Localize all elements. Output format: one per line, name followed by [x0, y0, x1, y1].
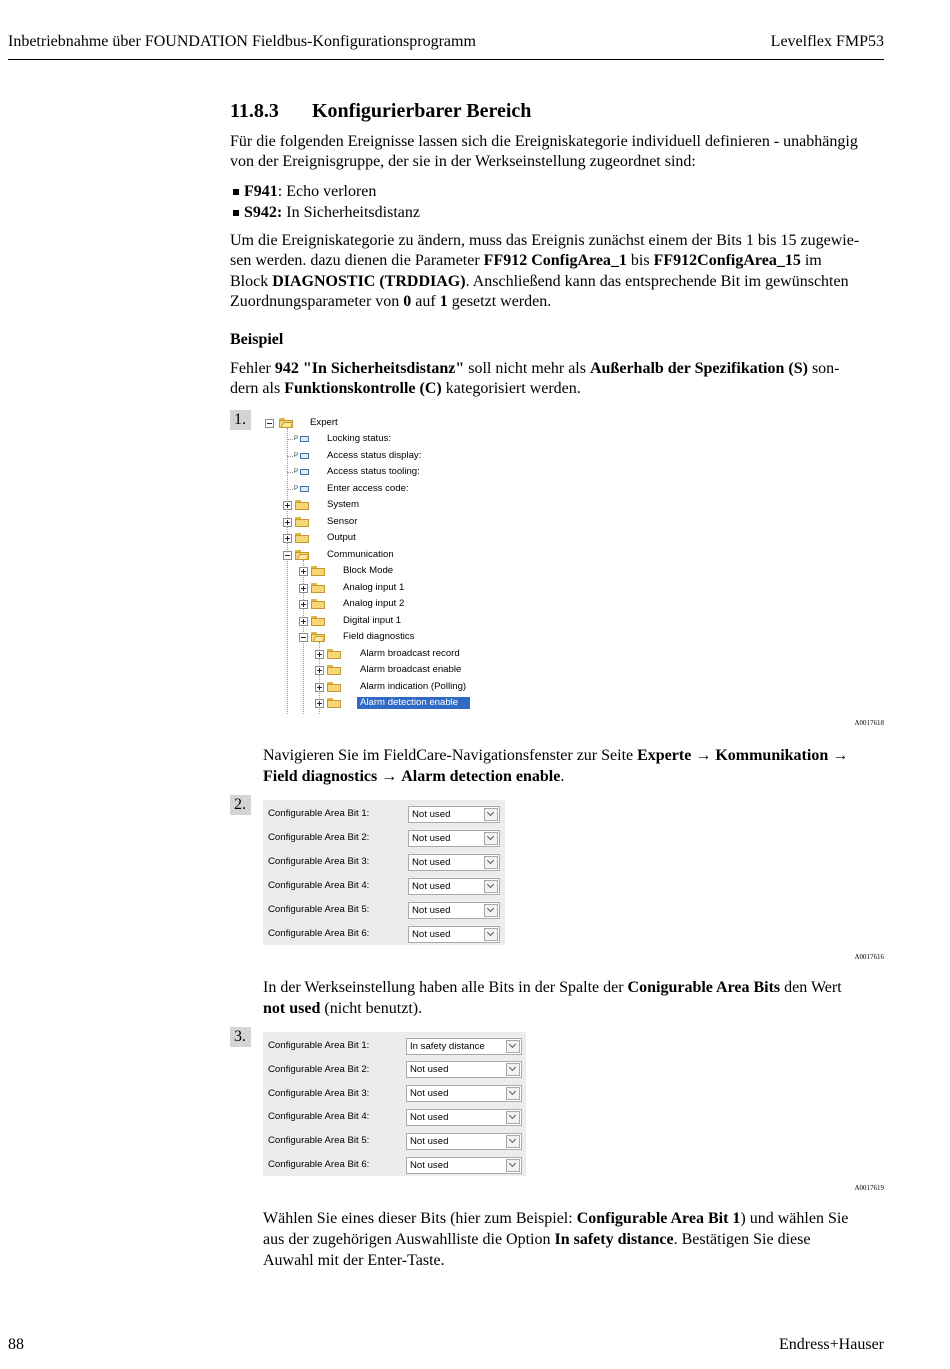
expand-icon	[283, 518, 292, 527]
text-line	[230, 132, 858, 152]
expand-icon	[299, 584, 308, 593]
chevron-down-icon	[509, 1136, 516, 1143]
text-run: (nicht benutzt).	[320, 1000, 423, 1017]
tree-connector-line	[287, 456, 293, 457]
tree-item-label: Enter access code:	[327, 482, 409, 494]
dropdown-button	[506, 1159, 520, 1172]
running-header-title: Inbetriebnahme über FOUNDATION Fieldbus-Konfigurationsprogramm	[8, 33, 476, 50]
text-run: .	[560, 768, 565, 785]
folder-body	[295, 519, 309, 527]
bullet-text	[244, 183, 376, 200]
plus-bar	[287, 503, 288, 508]
folder-closed-icon	[327, 665, 341, 675]
bullet-item	[230, 181, 420, 202]
config-area-bit-select	[408, 806, 500, 823]
select-value: Not used	[410, 1111, 449, 1123]
dropdown-button	[484, 808, 498, 821]
config-area-bit-label: Configurable Area Bit 3:	[268, 1087, 370, 1099]
chevron-down-icon	[487, 928, 494, 935]
config-area-bit-label: Configurable Area Bit 1:	[268, 1040, 370, 1051]
chevron-down-icon	[487, 808, 494, 815]
folder-closed-icon	[295, 517, 309, 527]
config-area-default-figure	[263, 800, 505, 945]
folder-body	[327, 700, 341, 708]
parameter-badge: P	[294, 452, 299, 459]
tree-item-label: Locking status:	[327, 433, 391, 445]
text-run: den Wert	[780, 979, 842, 996]
folder-closed-icon	[311, 583, 325, 593]
section-number: 11.8.3	[230, 100, 279, 122]
bullet-item	[230, 202, 420, 223]
collapse-icon	[283, 551, 292, 560]
bold-text: In safety distance	[554, 1231, 674, 1248]
step-number-badge: 3.	[230, 1027, 251, 1047]
bold-text: Field diagnostics	[263, 768, 378, 785]
event-list	[230, 181, 420, 223]
plus-bar	[319, 701, 320, 706]
bold-text: FF912 ConfigArea_1	[483, 252, 627, 270]
folder-body	[327, 651, 341, 659]
expand-icon	[315, 683, 324, 692]
text-run: . Anschließend kann das entsprechende Bit im gewünschten	[465, 272, 849, 290]
text-line	[263, 998, 842, 1019]
text-run: : Echo verloren	[277, 183, 377, 200]
dropdown-button	[506, 1040, 520, 1053]
select-value: Not used	[410, 1088, 449, 1100]
text-run: Fehler	[230, 360, 275, 377]
folder-open-icon	[295, 550, 309, 560]
text-run: ) und wählen Sie	[740, 1210, 849, 1227]
tree-connector-line	[287, 472, 293, 473]
config-area-bit-label: Configurable Area Bit 1:	[268, 808, 370, 819]
chevron-down-icon	[487, 904, 494, 911]
select-value: Not used	[412, 880, 451, 892]
bold-text: 942 "In Sicherheitsdistanz"	[274, 360, 465, 377]
expand-icon	[299, 567, 308, 576]
config-area-bit-select	[406, 1133, 522, 1150]
text-run: In Sicherheitsdistanz	[282, 204, 420, 221]
minus-bar	[267, 423, 272, 424]
tree-item-label: System	[327, 499, 359, 511]
config-area-bit-select	[406, 1038, 522, 1055]
folder-closed-icon	[295, 533, 309, 543]
tree-item-label: Sensor	[327, 515, 358, 527]
select-value: In safety distance	[410, 1040, 485, 1052]
step-number-badge: 1.	[230, 410, 251, 430]
intro-paragraph	[230, 132, 858, 173]
select-value: Not used	[410, 1135, 449, 1147]
config-area-bit-select	[408, 830, 500, 847]
dropdown-button	[484, 856, 498, 869]
bold-text: F941	[244, 183, 278, 200]
bold-text: Außerhalb der Spezifikation (S)	[589, 360, 808, 377]
bullet-square-icon	[233, 210, 239, 216]
config-area-bit-select	[408, 926, 500, 943]
config-area-bit-select	[406, 1085, 522, 1102]
footer-brand: Endress+Hauser	[779, 1336, 884, 1353]
parameter-icon	[300, 469, 309, 475]
select-value: Not used	[410, 1064, 449, 1076]
tree-connector-line	[287, 439, 293, 440]
parameter-badge: P	[294, 436, 299, 443]
tree-guide-line	[287, 428, 288, 714]
bold-text: Kommunikation	[715, 747, 829, 764]
dropdown-button	[484, 928, 498, 941]
bullet-square-icon	[233, 189, 239, 195]
text-run: von der Ereignisgruppe, der sie in der Werkseinstellung zugeordnet sind:	[230, 153, 696, 171]
step-number-badge: 2.	[230, 795, 251, 815]
chevron-down-icon	[509, 1040, 516, 1047]
text-run: gesetzt werden.	[447, 292, 552, 310]
navigation-tree-figure	[263, 413, 475, 714]
bold-text: Conigurable Area Bits	[627, 979, 781, 996]
select-value: Not used	[412, 928, 451, 940]
tree-item-label: Expert	[310, 417, 338, 428]
folder-open-icon	[311, 632, 325, 642]
chevron-down-icon	[509, 1112, 516, 1119]
config-area-bit-label: Configurable Area Bit 6:	[268, 928, 370, 939]
dropdown-button	[506, 1087, 520, 1100]
plus-bar	[319, 668, 320, 673]
plus-bar	[287, 536, 288, 541]
example-heading: Beispiel	[230, 331, 284, 348]
text-line	[230, 379, 840, 399]
select-value: Not used	[410, 1159, 449, 1171]
tree-item-label: Analog input 1	[343, 581, 405, 593]
bold-text: Funktionskontrolle (C)	[284, 380, 442, 398]
chevron-down-icon	[509, 1088, 516, 1095]
text-line	[263, 977, 842, 998]
chevron-down-icon	[487, 856, 494, 863]
text-line	[230, 231, 859, 251]
text-run: Navigieren Sie im FieldCare-Navigationsfenster zur Seite	[263, 747, 638, 764]
figure-id: A0017619	[854, 1184, 884, 1192]
bullet-text	[244, 204, 420, 221]
text-run: son-	[807, 360, 840, 377]
tree-item-label: Block Mode	[343, 565, 394, 577]
bold-text: not used	[263, 1000, 321, 1017]
config-area-bit-label: Configurable Area Bit 5:	[268, 904, 370, 915]
text-run: →	[691, 747, 716, 764]
text-run: kategorisiert werden.	[441, 380, 581, 398]
expand-icon	[315, 666, 324, 675]
bold-text: FF912ConfigArea_15	[653, 252, 801, 270]
dropdown-button	[484, 832, 498, 845]
tree-item-label: Alarm broadcast enable	[360, 664, 462, 676]
text-run: aus der zugehörigen Auswahlliste die Option	[263, 1231, 555, 1248]
bold-text: Experte	[637, 747, 692, 764]
tree-item-label: Access status tooling:	[327, 466, 420, 478]
chevron-down-icon	[509, 1159, 516, 1166]
plus-bar	[287, 520, 288, 525]
plus-bar	[303, 586, 304, 591]
folder-body	[311, 568, 325, 576]
plus-bar	[319, 685, 320, 690]
parameter-icon	[300, 436, 309, 442]
config-area-bit-select	[406, 1061, 522, 1078]
config-area-bit-label: Configurable Area Bit 2:	[268, 832, 370, 843]
text-line	[230, 251, 859, 271]
bold-text: Configurable Area Bit 1	[576, 1210, 741, 1227]
text-run: Wählen Sie eines dieser Bits (hier zum Beispiel:	[263, 1210, 577, 1227]
step-instruction	[263, 745, 848, 787]
example-paragraph	[230, 359, 840, 400]
text-run: auf	[411, 292, 440, 310]
config-area-bit-select	[408, 878, 500, 895]
collapse-icon	[265, 419, 274, 428]
config-area-bit-select	[406, 1157, 522, 1174]
collapse-icon	[299, 633, 308, 642]
text-line	[263, 1208, 848, 1229]
plus-bar	[303, 619, 304, 624]
expand-icon	[299, 617, 308, 626]
tree-item-label-selected: Alarm detection enable	[357, 697, 470, 709]
dropdown-button	[484, 904, 498, 917]
select-value: Not used	[412, 904, 451, 916]
select-value: Not used	[412, 832, 451, 844]
text-run: →	[377, 768, 402, 785]
config-area-bit-label: Configurable Area Bit 4:	[268, 880, 370, 891]
running-header-product: Levelflex FMP53	[770, 33, 884, 50]
expand-icon	[315, 699, 324, 708]
folder-body	[327, 667, 341, 675]
text-line	[263, 1250, 848, 1271]
expand-icon	[299, 600, 308, 609]
text-line	[263, 745, 848, 766]
folder-closed-icon	[311, 566, 325, 576]
folder-closed-icon	[311, 599, 325, 609]
text-run: im	[800, 252, 822, 270]
chevron-down-icon	[487, 832, 494, 839]
assignment-paragraph	[230, 231, 859, 312]
bold-text: 1	[439, 292, 448, 310]
minus-bar	[285, 555, 290, 556]
folder-body	[327, 684, 341, 692]
text-run: Auwahl mit der Enter-Taste.	[263, 1252, 445, 1269]
config-area-bit-label: Configurable Area Bit 5:	[268, 1135, 370, 1147]
text-run: Block	[230, 272, 273, 290]
tree-item-label: Access status display:	[327, 449, 422, 461]
select-value: Not used	[412, 808, 451, 820]
expand-icon	[315, 650, 324, 659]
bold-text: 0	[403, 292, 412, 310]
text-run: Zuordnungsparameter von	[230, 292, 404, 310]
step-instruction	[263, 1208, 848, 1271]
text-run: soll nicht mehr als	[464, 360, 590, 377]
text-run: In der Werkseinstellung haben alle Bits in der Spalte der	[263, 979, 628, 996]
text-run: →	[828, 747, 849, 764]
step-instruction	[263, 977, 842, 1019]
parameter-icon	[300, 486, 309, 492]
plus-bar	[319, 652, 320, 657]
tree-item-label: Field diagnostics	[343, 631, 415, 643]
folder-body	[295, 502, 309, 510]
expand-icon	[283, 534, 292, 543]
text-line	[263, 766, 848, 787]
dropdown-button	[506, 1063, 520, 1076]
config-area-bit-label: Configurable Area Bit 3:	[268, 856, 370, 867]
folder-closed-icon	[327, 698, 341, 708]
folder-closed-icon	[311, 616, 325, 626]
tree-item-label: Output	[327, 532, 356, 544]
select-value: Not used	[412, 856, 451, 868]
tree-connector-line	[287, 489, 293, 490]
section-heading	[230, 99, 850, 123]
folder-open-icon	[279, 418, 293, 428]
text-line	[230, 292, 859, 312]
config-area-bit-label: Configurable Area Bit 4:	[268, 1111, 370, 1123]
plus-bar	[303, 602, 304, 607]
bold-text: Alarm detection enable	[401, 768, 561, 785]
section-title: Konfigurierbarer Bereich	[312, 100, 532, 122]
minus-bar	[301, 637, 306, 638]
config-area-bit-select	[408, 854, 500, 871]
parameter-icon	[300, 453, 309, 459]
parameter-badge: P	[294, 485, 299, 492]
plus-bar	[303, 569, 304, 574]
folder-body	[311, 601, 325, 609]
folder-closed-icon	[295, 500, 309, 510]
folder-body	[311, 585, 325, 593]
figure-id: A0017618	[854, 719, 884, 727]
config-area-bit-select	[408, 902, 500, 919]
tree-item-label: Communication	[327, 548, 394, 560]
text-line	[230, 359, 840, 379]
folder-closed-icon	[327, 682, 341, 692]
bold-text: DIAGNOSTIC (TRDDIAG)	[272, 272, 466, 290]
text-line	[263, 1229, 848, 1250]
page-number: 88	[8, 1336, 24, 1353]
text-run: Für die folgenden Ereignisse lassen sich die Ereigniskategorie individuell definieren - unabhängig	[230, 133, 858, 150]
config-area-selected-figure	[263, 1032, 526, 1176]
text-line	[230, 272, 859, 292]
config-area-bit-label: Configurable Area Bit 6:	[268, 1159, 370, 1170]
folder-closed-icon	[327, 649, 341, 659]
config-area-bit-label: Configurable Area Bit 2:	[268, 1063, 370, 1075]
expand-icon	[283, 501, 292, 510]
tree-item-label: Digital input 1	[343, 614, 402, 626]
folder-body	[311, 618, 325, 626]
text-run: bis	[626, 252, 654, 270]
chevron-down-icon	[509, 1064, 516, 1071]
figure-id: A0017616	[854, 953, 884, 961]
text-line	[230, 152, 858, 172]
parameter-badge: P	[294, 469, 299, 476]
text-run: dern als	[230, 380, 285, 398]
folder-body	[295, 535, 309, 543]
text-run: Um die Ereigniskategorie zu ändern, muss das Ereignis zunächst einem der Bits 1 bis 15 zugewie-	[230, 232, 860, 249]
dropdown-button	[506, 1135, 520, 1148]
tree-item-label: Analog input 2	[343, 598, 405, 610]
tree-item-label: Alarm broadcast record	[360, 647, 460, 659]
text-run: . Bestätigen Sie diese	[673, 1231, 811, 1248]
dropdown-button	[506, 1111, 520, 1124]
config-area-bit-select	[406, 1109, 522, 1126]
tree-item-label: Alarm indication (Polling)	[360, 680, 467, 692]
bold-text: S942:	[244, 204, 283, 221]
header-rule	[8, 59, 884, 60]
text-run: sen werden. dazu dienen die Parameter	[230, 252, 484, 270]
dropdown-button	[484, 880, 498, 893]
chevron-down-icon	[487, 880, 494, 887]
